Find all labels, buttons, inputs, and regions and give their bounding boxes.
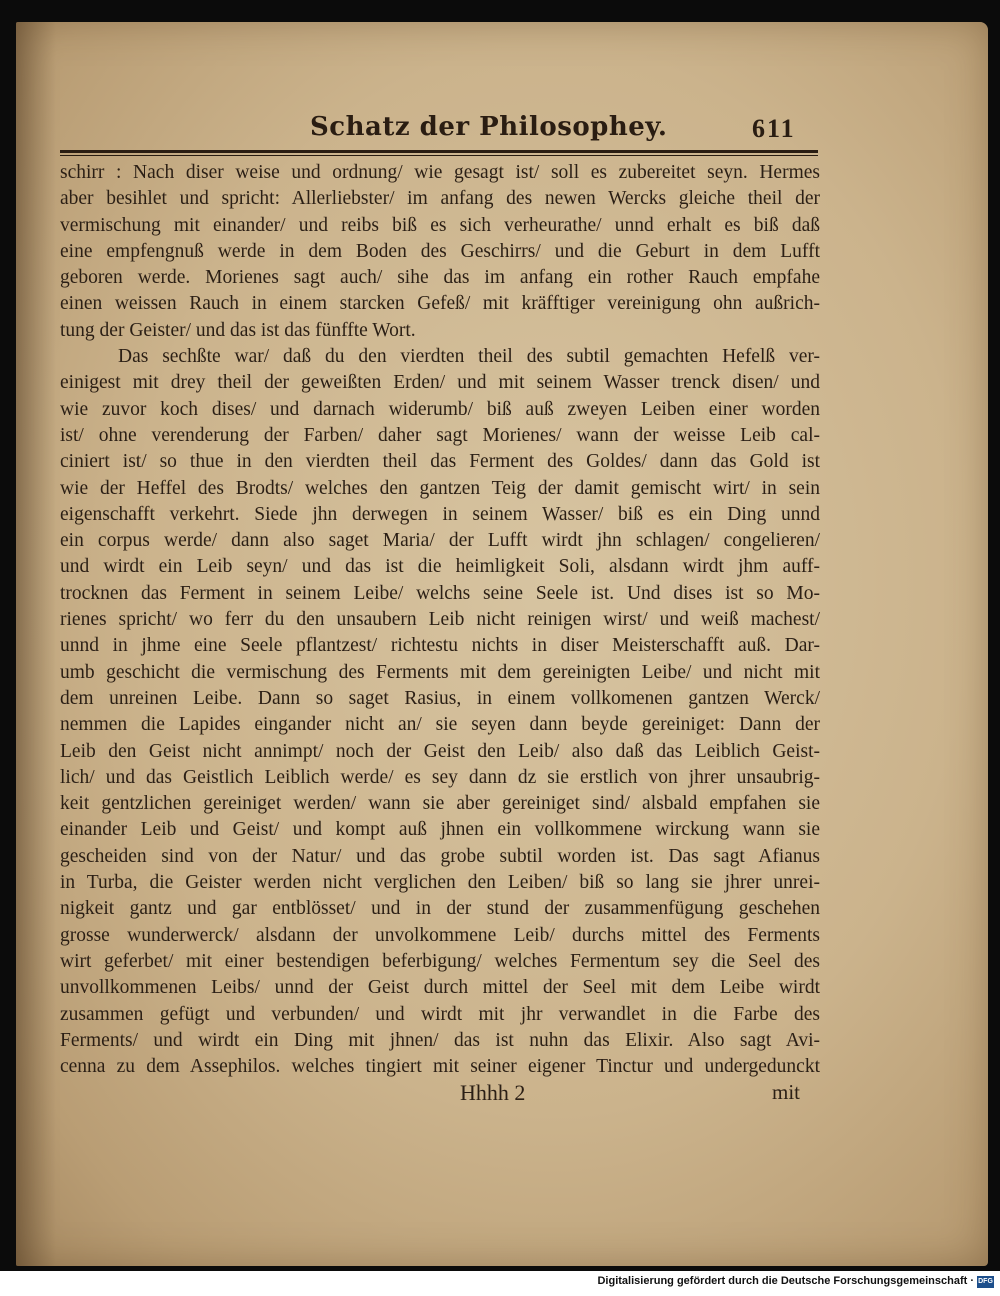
text-line: eigenschafft verkehrt. Siede jhn derwegen in seinem Wasser/ biß es ein Ding unnd xyxy=(60,503,820,525)
text-line: gescheiden sind von der Natur/ und das grobe subtil worden ist. Das sagt Afianus xyxy=(60,845,820,867)
text-line: eine empfengnuß werde in dem Boden des Geschirrs/ und die Geburt in dem Lufft xyxy=(60,240,820,262)
text-line: trocknen das Ferment in seinem Leibe/ welchs seine Seele ist. Und dises ist so Mo- xyxy=(60,582,820,604)
signature-mark: Hhhh 2 xyxy=(460,1080,526,1105)
page-gutter-shadow xyxy=(16,22,56,1266)
text-line: aber besihlet und spricht: Allerliebster/ im anfang des newen Wercks gleiche theil der xyxy=(60,188,820,210)
text-line: einigest mit drey theil der geweißten Erden/ und mit seinem Wasser trenck disen/ und xyxy=(60,372,820,394)
text-line: ist/ ohne verenderung der Farben/ daher sagt Morienes/ wann der weisse Leib cal- xyxy=(60,424,820,446)
catchword: mit xyxy=(772,1080,801,1104)
text-line: unvollkommenen Leibs/ unnd der Geist durch mittel der Seel mit dem Leibe wirdt xyxy=(60,977,820,999)
text-line: nemmen die Lapides eingander nicht an/ sie seyen dann beyde gereiniget: Dann der xyxy=(60,714,820,736)
header-rule xyxy=(60,150,818,153)
text-line: einander Leib und Geist/ und kompt auß jhnen ein vollkommene wirckung wann sie xyxy=(60,819,820,841)
text-line: wirt geferbet/ mit einer bestendigen beferbigung/ welches Fermentum sey die Seel des xyxy=(60,950,820,972)
dfg-logo: DFG xyxy=(977,1276,994,1288)
text-line: cenna zu dem Assephilos. welches tingiert mit seiner eigener Tinctur und undergedunckt xyxy=(60,1056,820,1078)
text-line: wie der Heffel des Brodts/ welches den gantzen Teig der damit gemischt wirt/ in sein xyxy=(60,477,820,499)
text-line: keit gentzlichen gereiniget werden/ wann sie aber gereiniget sind/ alsbald empfahen sie xyxy=(60,793,820,815)
funding-credit: Digitalisierung gefördert durch die Deutsche Forschungsgemeinschaft · xyxy=(597,1275,974,1287)
text-line: Das sechßte war/ daß du den vierdten theil des subtil gemachten Hefelß ver- xyxy=(118,346,820,368)
text-line: unnd in jhme eine Seele pflantzest/ richtestu nichts in diser Meisterschafft auß. Dar- xyxy=(60,635,820,657)
text-line: umb geschicht die vermischung des Ferments mit dem gereinigten Leibe/ und nicht mit xyxy=(60,661,820,683)
text-line: zusammen gefügt und verbunden/ und wirdt mit jhr verwandlet in die Farbe des xyxy=(60,1003,820,1025)
page-footer xyxy=(60,1080,820,1110)
page-number: 611 xyxy=(752,114,796,143)
text-line: nigkeit gantz und gar entblösset/ und in der stund der zusammenfügung geschehen xyxy=(60,898,820,920)
running-head: Schatz der Philosophey. xyxy=(310,112,668,142)
text-line: lich/ und das Geistlich Leiblich werde/ es sey dann dz sie erstlich von jhrer unsaubrig- xyxy=(60,766,820,788)
text-line: ciniert ist/ so thue in den vierdten theil das Ferment des Goldes/ dann das Gold ist xyxy=(60,451,820,473)
text-line: geboren werde. Morienes sagt auch/ sihe das im anfang ein rother Rauch empfahe xyxy=(60,267,820,289)
text-line: und wirdt ein Leib seyn/ und das ist die heimligkeit Soli, alsdann wirdt jhm auff- xyxy=(60,556,820,578)
text-line: in Turba, die Geister werden nicht verglichen den Leiben/ biß so lang sie jhrer unrei- xyxy=(60,872,820,894)
text-line: dem unreinen Leibe. Dann so saget Rasius, in einem vollkomenen gantzen Werck/ xyxy=(60,687,820,709)
text-line: Ferments/ und wirdt ein Ding mit jhnen/ das ist nuhn das Elixir. Also sagt Avi- xyxy=(60,1029,820,1051)
header-rule-thin xyxy=(60,155,818,156)
text-line: wie zuvor koch dises/ und darnach widerumb/ biß auß zweyen Leiben einer worden xyxy=(60,398,820,420)
text-line: einen weissen Rauch in einem starcken Gefeß/ mit kräfftiger vereinigung ohn außrich- xyxy=(60,293,820,315)
text-line: schirr : Nach diser weise und ordnung/ wie gesagt ist/ soll es zubereitet seyn. Hermes xyxy=(60,162,820,183)
body-text xyxy=(60,160,820,1080)
text-line: tung der Geister/ und das ist das fünffte Wort. xyxy=(60,319,416,341)
text-line: ein corpus werde/ dann also saget Maria/ der Lufft wirdt jhn schlagen/ congelieren/ xyxy=(60,530,820,552)
text-line: Leib den Geist nicht annimpt/ noch der Geist den Leib/ also daß das Leiblich Geist- xyxy=(60,740,820,762)
text-line: vermischung mit einander/ und reibs biß es sich verheurathe/ unnd erhalt es biß daß xyxy=(60,214,820,236)
text-line: rienes spricht/ wo ferr du den unsaubern Leib nicht reinigen wirst/ und weiß machest/ xyxy=(60,609,820,631)
text-line: grosse wunderwerck/ alsdann der unvolkommene Leib/ durchs mittel des Ferments xyxy=(60,924,820,946)
page-header xyxy=(0,0,1000,160)
